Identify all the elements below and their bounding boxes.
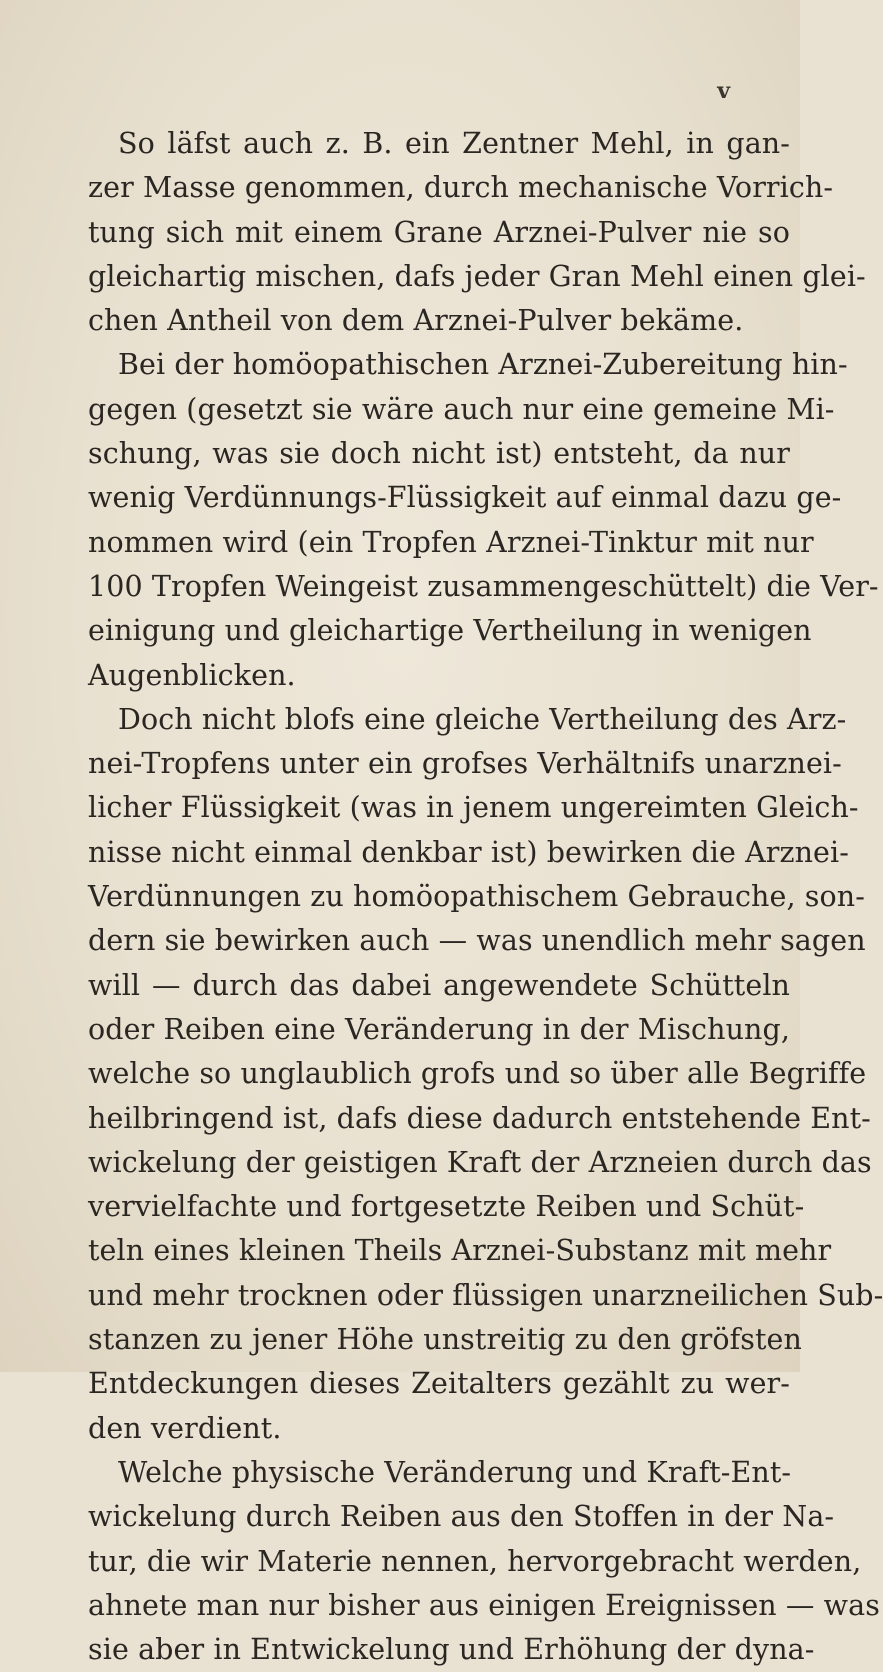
text-line: wickelung durch Reiben aus den Stoffen in der Na-: [88, 1500, 835, 1534]
text-line: Augenblicken.: [88, 658, 296, 692]
text-line: einigung und gleichartige Vertheilung in wenigen: [88, 614, 812, 648]
text-line: gegen (gesetzt sie wäre auch nur eine gemeine Mi-: [88, 392, 835, 426]
text-line: licher Flüssigkeit (was in jenem ungereimten Gleich-: [88, 791, 859, 825]
text-line: So läfst auch z. B. ein Zentner Mehl, in gan-: [118, 127, 790, 160]
text-line: den verdient.: [88, 1411, 282, 1445]
text-line: Verdünnungen zu homöopathischem Gebrauche, son-: [88, 880, 865, 914]
text-line: schung, was sie doch nicht ist) entsteht, da nur: [88, 437, 790, 471]
text-line: nei-Tropfens unter ein grofses Verhältnifs unarznei-: [88, 747, 842, 781]
text-line: vervielfachte und fortgesetzte Reiben und Schüt-: [88, 1190, 805, 1224]
text-line: Entdeckungen dieses Zeitalters gezählt zu wer-: [88, 1367, 790, 1401]
body-text: [88, 122, 883, 1672]
text-line: oder Reiben eine Veränderung in der Mischung,: [88, 1012, 790, 1046]
text-line: Bei der homöopathischen Arznei-Zubereitung hin-: [118, 348, 848, 382]
text-line: zer Masse genommen, durch mechanische Vorrich-: [88, 171, 834, 205]
text-line: wenig Verdünnungs-Flüssigkeit auf einmal dazu ge-: [88, 481, 842, 515]
text-line: wickelung der geistigen Kraft der Arzneien durch das: [88, 1145, 872, 1179]
text-line: chen Antheil von dem Arznei-Pulver bekäme.: [88, 304, 744, 338]
text-line: nisse nicht einmal denkbar ist) bewirken die Arznei-: [88, 835, 849, 869]
text-line: gleichartig mischen, dafs jeder Gran Mehl einen glei-: [88, 259, 866, 293]
text-line: stanzen zu jener Höhe unstreitig zu den gröfsten: [88, 1323, 802, 1357]
text-line: sie aber in Entwickelung und Erhöhung der dyna-: [88, 1633, 815, 1667]
text-line: nommen wird (ein Tropfen Arznei-Tinktur mit nur: [88, 525, 814, 559]
text-line: Doch nicht blofs eine gleiche Vertheilung des Arz-: [118, 702, 847, 736]
text-line: und mehr trocknen oder flüssigen unarzneilichen Sub-: [88, 1278, 883, 1312]
text-line: Welche physische Veränderung und Kraft-Ent-: [118, 1455, 792, 1489]
text-line: will — durch das dabei angewendete Schütteln: [88, 968, 790, 1002]
text-line: welche so unglaublich grofs und so über alle Begriffe: [88, 1057, 867, 1091]
text-line: tung sich mit einem Grane Arznei-Pulver nie so: [88, 215, 790, 249]
text-line: dern sie bewirken auch — was unendlich mehr sagen: [88, 924, 866, 958]
text-line: heilbringend ist, dafs diese dadurch entstehende Ent-: [88, 1101, 871, 1135]
text-line: ahnete man nur bisher aus einigen Ereignissen — was: [88, 1588, 880, 1622]
page-number: v: [717, 78, 730, 104]
text-line: 100 Tropfen Weingeist zusammengeschüttelt) die Ver-: [88, 569, 879, 603]
text-line: tur, die wir Materie nennen, hervorgebracht werden,: [88, 1544, 862, 1578]
text-line: teln eines kleinen Theils Arznei-Substanz mit mehr: [88, 1234, 832, 1268]
